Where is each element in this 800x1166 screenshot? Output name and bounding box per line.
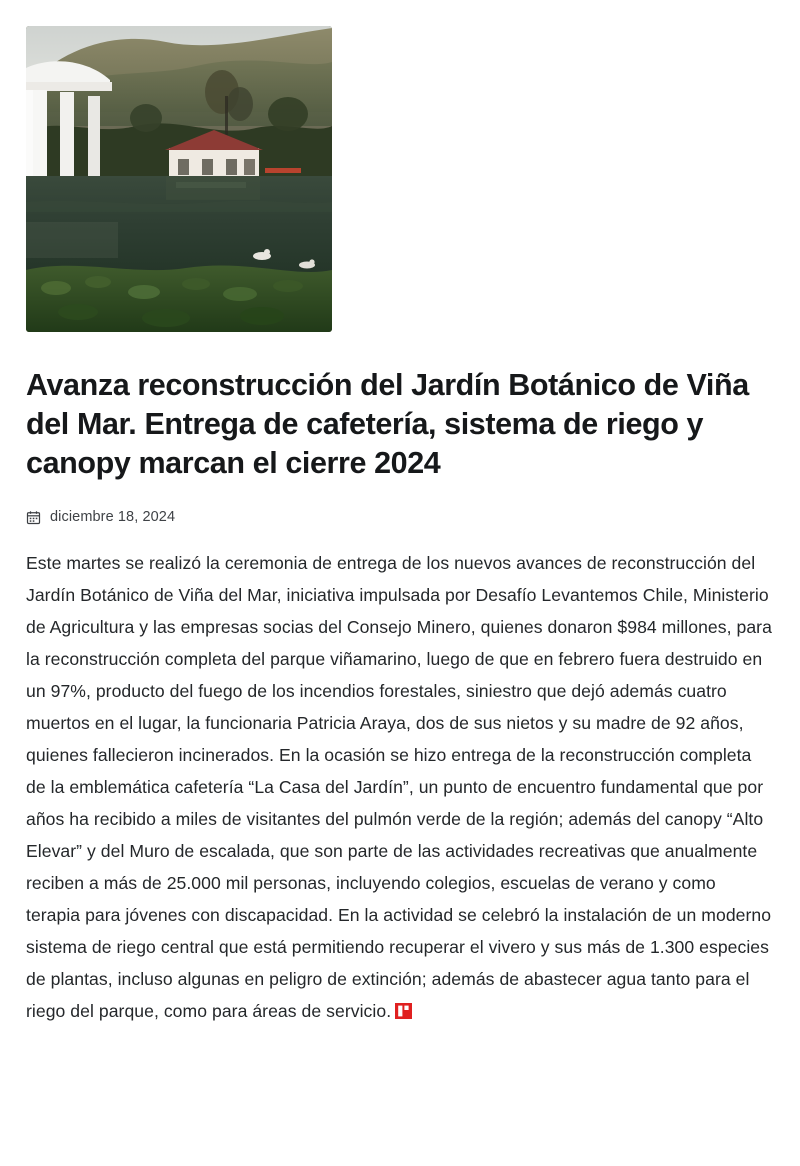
article-body: [26, 547, 774, 1027]
featured-image: [26, 26, 332, 332]
page-title: Avanza reconstrucción del Jardín Botánico de Viña del Mar. Entrega de cafetería, sistema de riego y canopy marcan el cierre 2024: [26, 368, 749, 481]
calendar-icon: [26, 510, 41, 525]
article-text: Este martes se realizó la ceremonia de entrega de los nuevos avances de reconstrucción del Jardín Botánico de Viña del Mar, iniciativa impulsada por Desafío Levantemos Chile, Ministerio de Agricultura y las empresas socias del Consejo Minero, quienes donaron $984 millones, para la reconstrucción completa del parque viñamarino, luego de que en febrero fuera destruido en un 97%, producto del fuego de los incendios forestales, siniestro que dejó además cuatro muertos en el lugar, la funcionaria Patricia Araya, dos de sus nietos y su madre de 92 años, quienes fallecieron incinerados. En la ocasión se hizo entrega de la reconstrucción completa de la emblemática cafetería “La Casa del Jardín”, un punto de encuentro fundamental que por años ha recibido a miles de visitantes del pulmón verde de la región; además del canopy “Alto Elevar” y del Muro de escalada, que son parte de las actividades recreativas que anualmente reciben a más de 25.000 mil personas, incluyendo colegios, escuelas de verano y como terapia para jóvenes con discapacidad. En la actividad se celebró la instalación de un moderno sistema de riego central que está permitiendo recuperar el vivero y sus más de 1.300 especies de plantas, incluso algunas en peligro de extinción; además de abastecer agua tanto para el riego del parque, como para áreas de servicio.: [26, 553, 772, 1022]
publish-date: diciembre 18, 2024: [50, 509, 176, 526]
end-of-article-mark-icon: [395, 1003, 412, 1019]
post-meta: [26, 509, 774, 525]
image-photo-icon: [26, 26, 332, 332]
